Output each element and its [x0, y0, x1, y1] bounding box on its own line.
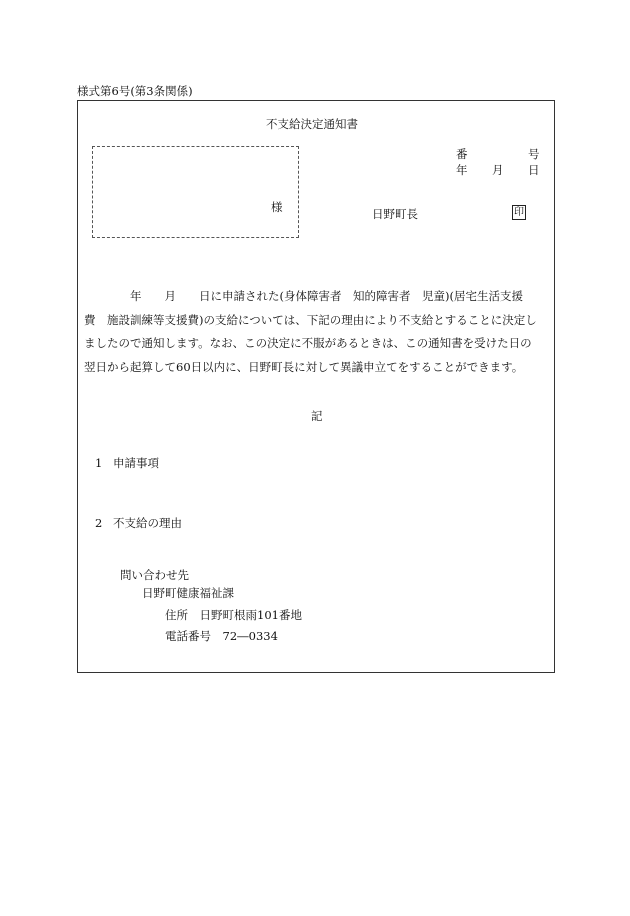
body-paragraph: [84, 285, 554, 379]
recipient-suffix: 様: [271, 200, 283, 214]
form-number-label: 様式第6号(第3条関係): [77, 84, 193, 98]
contact-heading: 問い合わせ先: [120, 568, 189, 582]
item-1-number: 1: [95, 456, 103, 470]
contact-phone: 電話番号 72―0334: [165, 629, 278, 643]
item-2-label: 不支給の理由: [113, 516, 182, 530]
body-line-4: 翌日から起算して60日以内に、日野町長に対して異議申立てをすることができます。: [84, 359, 524, 374]
date-month: 月: [492, 163, 504, 177]
number-char: 番: [456, 147, 468, 161]
date-year: 年: [456, 163, 468, 177]
body-line-1: 年 月 日に申請された(身体障害者 知的障害者 児童)(居宅生活支援: [84, 289, 523, 303]
number-suffix: 号: [528, 147, 540, 161]
recipient-address-box: [92, 146, 299, 238]
body-line-2: 費 施設訓練等支援費)の支給については、下記の理由により不支給とすることに決定し: [84, 312, 537, 327]
ki-heading: 記: [311, 409, 323, 423]
body-line-3: ましたので通知します。なお、この決定に不服があるときは、この通知書を受けた日の: [84, 336, 532, 350]
sender-name: 日野町長: [372, 207, 418, 221]
item-1-label: 申請事項: [113, 456, 159, 470]
seal-stamp: 印: [514, 207, 524, 218]
date-day: 日: [528, 163, 540, 177]
item-2-number: 2: [95, 516, 103, 530]
document-title: 不支給決定通知書: [266, 117, 358, 131]
contact-department: 日野町健康福祉課: [142, 586, 234, 600]
contact-address: 住所 日野町根雨101番地: [165, 608, 302, 622]
